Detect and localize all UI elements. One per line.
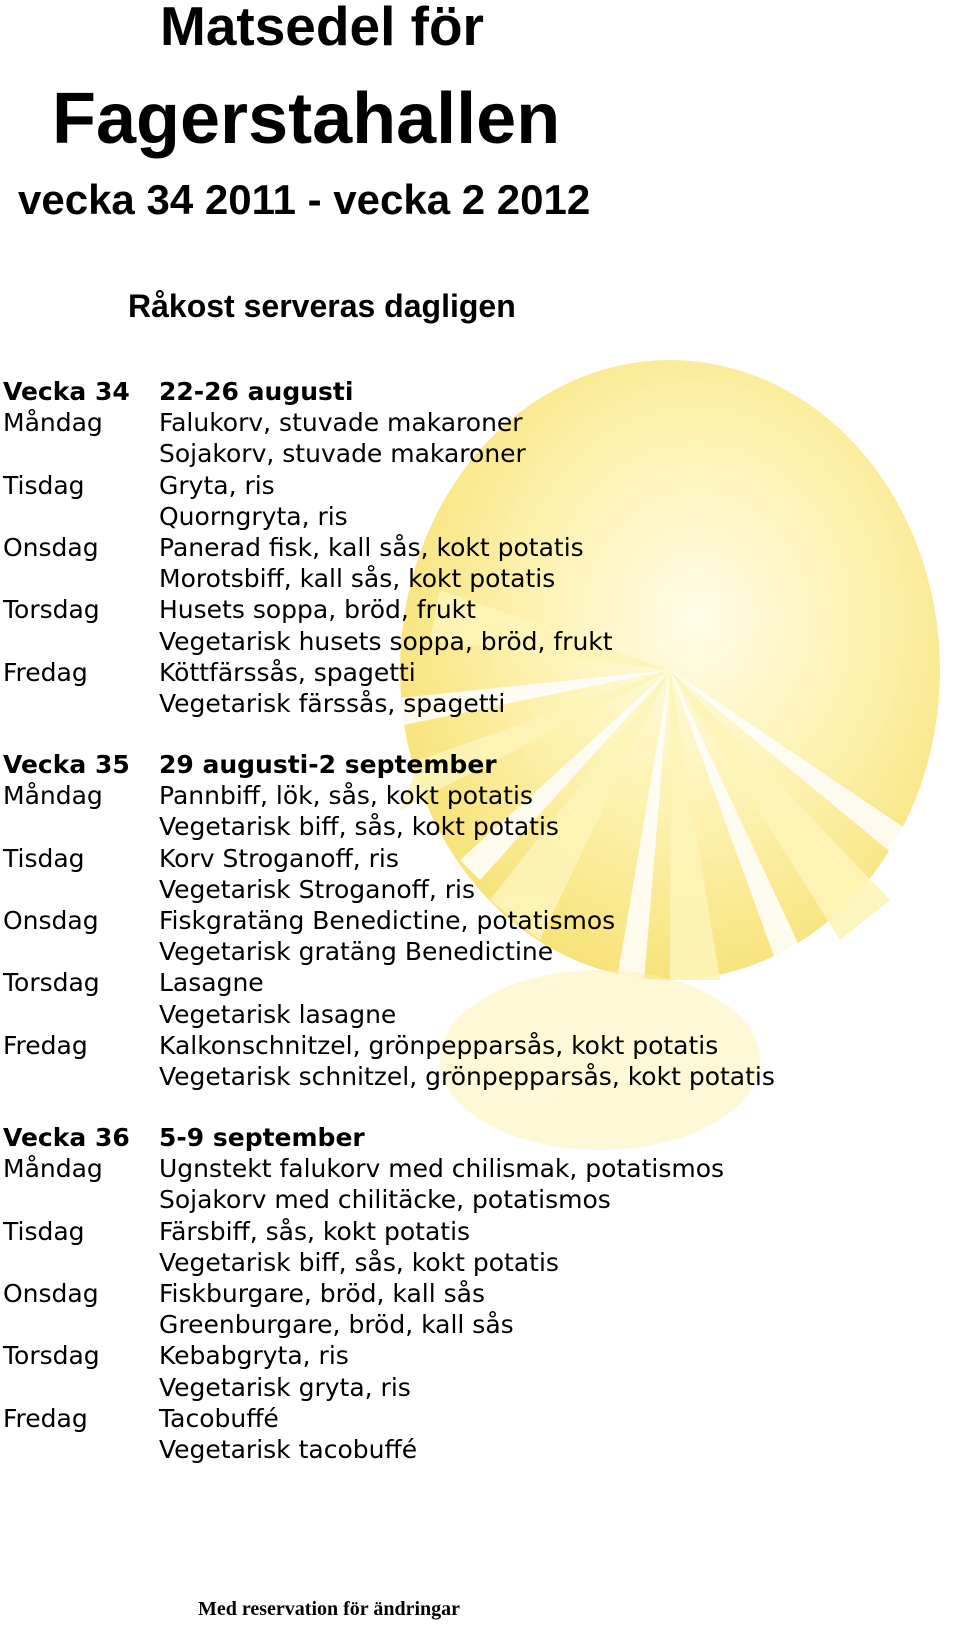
main-dish: Lasagne xyxy=(159,968,264,998)
day-label: Fredag xyxy=(3,657,88,687)
day-label: Torsdag xyxy=(3,1341,100,1371)
menu-row xyxy=(0,967,960,998)
main-dish: Korv Stroganoff, ris xyxy=(159,843,399,873)
veg-dish: Vegetarisk gryta, ris xyxy=(159,1372,411,1402)
menu-row xyxy=(0,438,960,469)
menu-row xyxy=(0,407,960,438)
title-line-1: Matsedel för xyxy=(160,0,484,57)
day-label: Fredag xyxy=(3,1030,88,1060)
menu-row xyxy=(0,1247,960,1278)
veg-dish: Vegetarisk husets soppa, bröd, frukt xyxy=(159,626,613,656)
day-label: Torsdag xyxy=(3,595,100,625)
main-dish: Fiskburgare, bröd, kall sås xyxy=(159,1278,485,1308)
main-dish: Pannbiff, lök, sås, kokt potatis xyxy=(159,781,533,811)
day-label: Måndag xyxy=(3,408,103,438)
menu-row xyxy=(0,936,960,967)
menu-row xyxy=(0,688,960,719)
menu-row xyxy=(0,874,960,905)
veg-dish: Vegetarisk biff, sås, kokt potatis xyxy=(159,1247,559,1277)
main-dish: Färsbiff, sås, kokt potatis xyxy=(159,1216,471,1246)
menu-row xyxy=(0,843,960,874)
week-header xyxy=(0,1122,960,1153)
main-dish: Fiskgratäng Benedictine, potatismos xyxy=(159,905,616,935)
main-dish: Köttfärssås, spagetti xyxy=(159,657,416,687)
main-dish: Kalkonschnitzel, grönpepparsås, kokt potatis xyxy=(159,1030,719,1060)
menu-row xyxy=(0,1030,960,1061)
week-dates: 22-26 augusti xyxy=(159,377,354,406)
day-label: Måndag xyxy=(3,781,103,811)
menu-row xyxy=(0,1061,960,1092)
main-dish: Kebabgryta, ris xyxy=(159,1341,349,1371)
day-label: Onsdag xyxy=(3,532,99,562)
day-label: Onsdag xyxy=(3,905,99,935)
main-dish: Falukorv, stuvade makaroner xyxy=(159,408,523,438)
veg-dish: Vegetarisk Stroganoff, ris xyxy=(159,874,475,904)
veg-dish: Vegetarisk färssås, spagetti xyxy=(159,688,506,718)
menu-row xyxy=(0,1403,960,1434)
menu-row xyxy=(0,1372,960,1403)
menu-row xyxy=(0,1309,960,1340)
veg-dish: Sojakorv med chilitäcke, potatismos xyxy=(159,1185,611,1215)
veg-dish: Greenburgare, bröd, kall sås xyxy=(159,1310,514,1340)
menu-row xyxy=(0,532,960,563)
menu-row xyxy=(0,780,960,811)
week-section xyxy=(0,1122,960,1465)
main-dish: Panerad fisk, kall sås, kokt potatis xyxy=(159,532,584,562)
main-dish: Gryta, ris xyxy=(159,470,275,500)
notice-heading: Råkost serveras dagligen xyxy=(128,288,516,324)
veg-dish: Vegetarisk biff, sås, kokt potatis xyxy=(159,812,559,842)
veg-dish: Sojakorv, stuvade makaroner xyxy=(159,439,526,469)
title-line-2: Fagerstahallen xyxy=(52,79,561,159)
veg-dish: Vegetarisk gratäng Benedictine xyxy=(159,937,554,967)
menu-row xyxy=(0,1278,960,1309)
footer-note: Med reservation för ändringar xyxy=(198,1598,461,1620)
week-section xyxy=(0,376,960,719)
menu-row xyxy=(0,594,960,625)
week-dates: 29 augusti-2 september xyxy=(159,750,497,779)
week-label: Vecka 36 xyxy=(3,1123,130,1152)
menu-row xyxy=(0,1153,960,1184)
menu-row xyxy=(0,1434,960,1465)
menu-row xyxy=(0,1184,960,1215)
menu-row xyxy=(0,657,960,688)
week-header xyxy=(0,376,960,407)
day-label: Torsdag xyxy=(3,968,100,998)
week-dates: 5-9 september xyxy=(159,1123,365,1152)
day-label: Måndag xyxy=(3,1154,103,1184)
week-section xyxy=(0,749,960,1092)
menu-row xyxy=(0,999,960,1030)
main-dish: Ugnstekt falukorv med chilismak, potatismos xyxy=(159,1154,725,1184)
veg-dish: Morotsbiff, kall sås, kokt potatis xyxy=(159,564,556,594)
veg-dish: Vegetarisk schnitzel, grönpepparsås, kokt potatis xyxy=(159,1061,775,1091)
menu-row xyxy=(0,811,960,842)
veg-dish: Quorngryta, ris xyxy=(159,501,348,531)
main-dish: Tacobuffé xyxy=(159,1403,279,1433)
menu-row xyxy=(0,501,960,532)
veg-dish: Vegetarisk tacobuffé xyxy=(159,1434,418,1464)
week-header xyxy=(0,749,960,780)
day-label: Fredag xyxy=(3,1403,88,1433)
menu-row xyxy=(0,1216,960,1247)
day-label: Tisdag xyxy=(3,843,85,873)
day-label: Onsdag xyxy=(3,1278,99,1308)
menu-row xyxy=(0,626,960,657)
day-label: Tisdag xyxy=(3,470,85,500)
week-label: Vecka 34 xyxy=(3,377,130,406)
menu-row xyxy=(0,563,960,594)
period-heading: vecka 34 2011 - vecka 2 2012 xyxy=(18,176,591,223)
veg-dish: Vegetarisk lasagne xyxy=(159,999,397,1029)
menu-row xyxy=(0,470,960,501)
menu-row xyxy=(0,1340,960,1371)
main-dish: Husets soppa, bröd, frukt xyxy=(159,595,476,625)
week-label: Vecka 35 xyxy=(3,750,130,779)
menu-row xyxy=(0,905,960,936)
day-label: Tisdag xyxy=(3,1216,85,1246)
